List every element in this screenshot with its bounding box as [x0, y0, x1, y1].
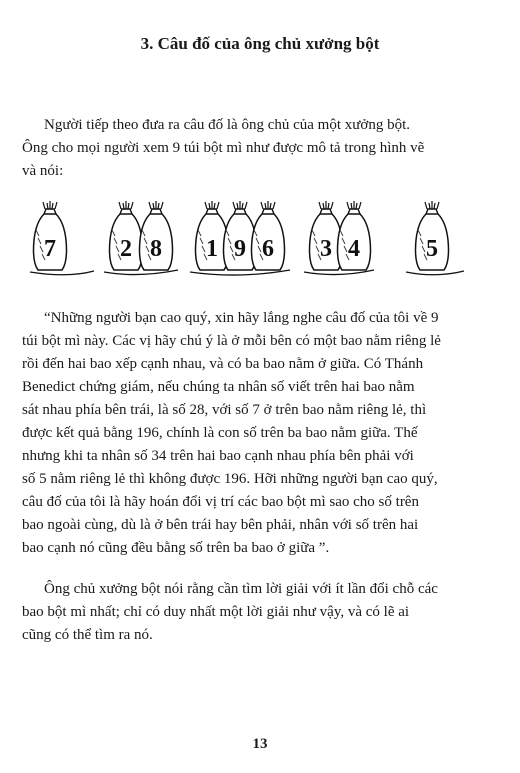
flour-bag: [140, 201, 173, 270]
bag-number: 9: [234, 236, 246, 262]
flour-bag: [34, 201, 67, 270]
text-line: “Những người bạn cao quý, xin hãy lắng nghe câu đố của tôi về 9: [44, 310, 439, 326]
text-line: Benedict chứng giám, nếu chúng ta nhân số viết trên hai bao nằm: [22, 379, 415, 395]
flour-bag: [110, 201, 143, 270]
closing-paragraph: [22, 578, 490, 647]
text-line: túi bột mì này. Các vị hãy chú ý là ở mỗi bên có một bao nằm riêng lẻ: [22, 333, 441, 349]
text-line: cũng có thể tìm ra nó.: [22, 627, 153, 643]
text-line: và nói:: [22, 163, 64, 179]
text-line: bao ngoài cùng, dù là ở bên trái hay bên phải, nhân với số trên hai: [22, 517, 419, 533]
page-number: 13: [252, 736, 268, 752]
text-line: bao bột mì nhất; chỉ có duy nhất một lời giải như vậy, và có lẽ ai: [22, 604, 410, 620]
text-line: bao cạnh nó cũng đều bằng số trên ba bao ở giữa ”.: [22, 540, 330, 556]
text-line: Ông chủ xưởng bột nói rằng cần tìm lời giải với ít lần đổi chỗ các: [44, 581, 438, 597]
text-line: sát nhau phía bên trái, là số 28, với số 7 ở trên bao nằm riêng lẻ, thì: [22, 402, 427, 418]
bag-number: 8: [150, 236, 162, 262]
bag-number: 2: [120, 236, 132, 262]
chapter-title: 3. Câu đố của ông chủ xưởng bột: [140, 34, 380, 53]
bag-number: 5: [426, 236, 438, 262]
bag-number: 4: [348, 236, 360, 262]
flour-bag: [338, 201, 371, 270]
bag-number: 1: [206, 236, 218, 262]
intro-paragraph: [22, 114, 490, 183]
bag-number: 7: [44, 236, 56, 262]
bag-number: 6: [262, 236, 274, 262]
text-line: rồi đến hai bao xếp cạnh nhau, và có ba bao nằm ở giữa. Có Thánh: [22, 356, 424, 372]
quote-paragraph: [22, 307, 490, 560]
flour-bag: [416, 201, 449, 270]
text-line: số 5 nằm riêng lẻ thì không được 196. Hỡi những người bạn cao quý,: [22, 471, 438, 487]
text-line: được kết quả bằng 196, chính là con số trên ba bao nằm giữa. Thế: [22, 425, 418, 441]
text-line: Ông cho mọi người xem 9 túi bột mì như được mô tả trong hình vẽ: [22, 140, 425, 156]
text-line: Người tiếp theo đưa ra câu đố là ông chủ của một xưởng bột.: [44, 117, 410, 133]
text-line: nhưng khi ta nhân số 34 trên hai bao cạnh nhau phía bên phải với: [22, 448, 414, 464]
flour-bags-illustration: [28, 200, 468, 280]
text-line: câu đố của tôi là hãy hoán đổi vị trí các bao bột mì sao cho số trên: [22, 494, 419, 510]
flour-bag: [252, 201, 285, 270]
bag-number: 3: [320, 236, 332, 262]
